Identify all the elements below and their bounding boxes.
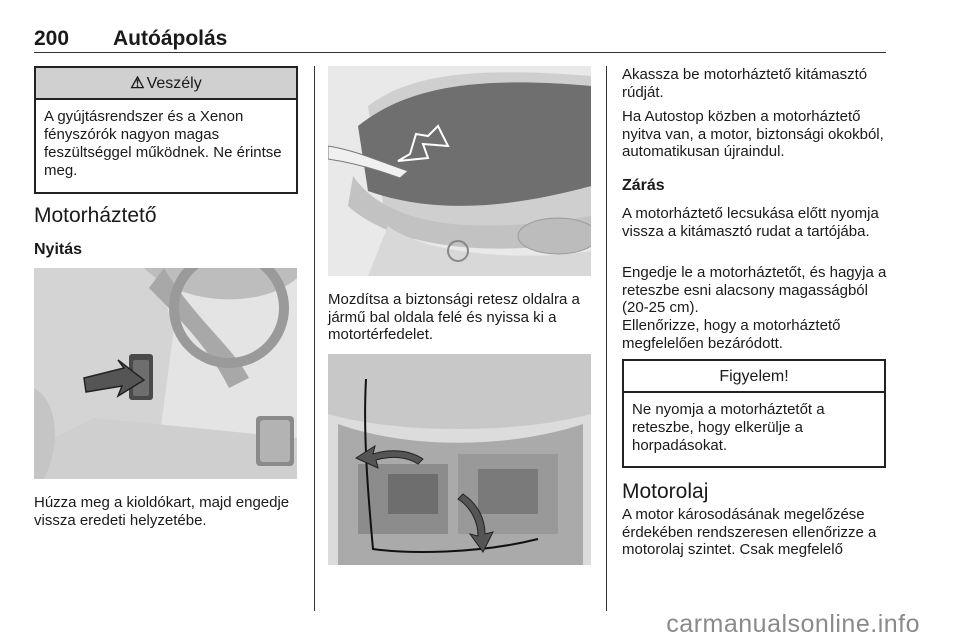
danger-box-title: Veszély	[146, 75, 202, 92]
column-divider-2	[606, 66, 607, 611]
caution-box-text: Ne nyomja a motorháztetőt a reteszbe, hogy elkerülje a horpadásokat.	[632, 401, 825, 454]
danger-box	[34, 66, 298, 194]
caution-box-title: Figyelem!	[624, 361, 884, 393]
header-divider	[34, 52, 886, 53]
caution-box	[622, 359, 886, 468]
caption-safety-latch: Mozdítsa a biztonsági retesz oldalra a jármű bal oldala felé és nyissa ki a motortérfedelet.	[328, 291, 580, 343]
warning-triangle-icon: ⚠	[130, 75, 145, 92]
text-closing-2: Engedje le a motorháztetőt, és hagyja a reteszbe esni alacsony magasságból (20-25 cm).	[622, 264, 887, 316]
section-heading-hood: Motorháztető	[34, 204, 157, 227]
section-heading-engine-oil: Motorolaj	[622, 480, 709, 503]
caption-release-lever: Húzza meg a kioldókart, majd engedje vissza eredeti helyzetébe.	[34, 494, 290, 529]
page-title: Autóápolás	[113, 27, 228, 50]
hood-latch-illustration	[328, 66, 591, 276]
column-divider-1	[314, 66, 315, 611]
engine-bay-illustration	[328, 354, 591, 565]
page-number: 200	[34, 27, 70, 50]
hood-release-lever-illustration	[34, 268, 297, 479]
text-closing-1: A motorháztető lecsukása előtt nyomja vissza a kitámasztó rudat a tartójába.	[622, 205, 879, 240]
text-autostop: Ha Autostop közben a motorháztető nyitva van, a motor, biztonsági okokból, automatikusan újraindul.	[622, 108, 884, 160]
danger-box-text: A gyújtásrendszer és a Xenon fényszórók nagyon magas feszültséggel működnek. Ne érintse meg.	[44, 108, 282, 179]
watermark: carmanualsonline.info	[666, 610, 920, 638]
text-closing-3: Ellenőrizze, hogy a motorháztető megfelelően bezáródott.	[622, 317, 841, 352]
danger-box-header	[36, 68, 296, 100]
text-engine-oil: A motor károsodásának megelőzése érdekében rendszeresen ellenőrizze a motorolaj szintet. Csak megfelelő	[622, 506, 877, 558]
subheading-opening: Nyitás	[34, 241, 83, 258]
subheading-closing: Zárás	[622, 177, 665, 194]
text-support-rod: Akassza be motorháztető kitámasztó rúdját.	[622, 66, 868, 101]
